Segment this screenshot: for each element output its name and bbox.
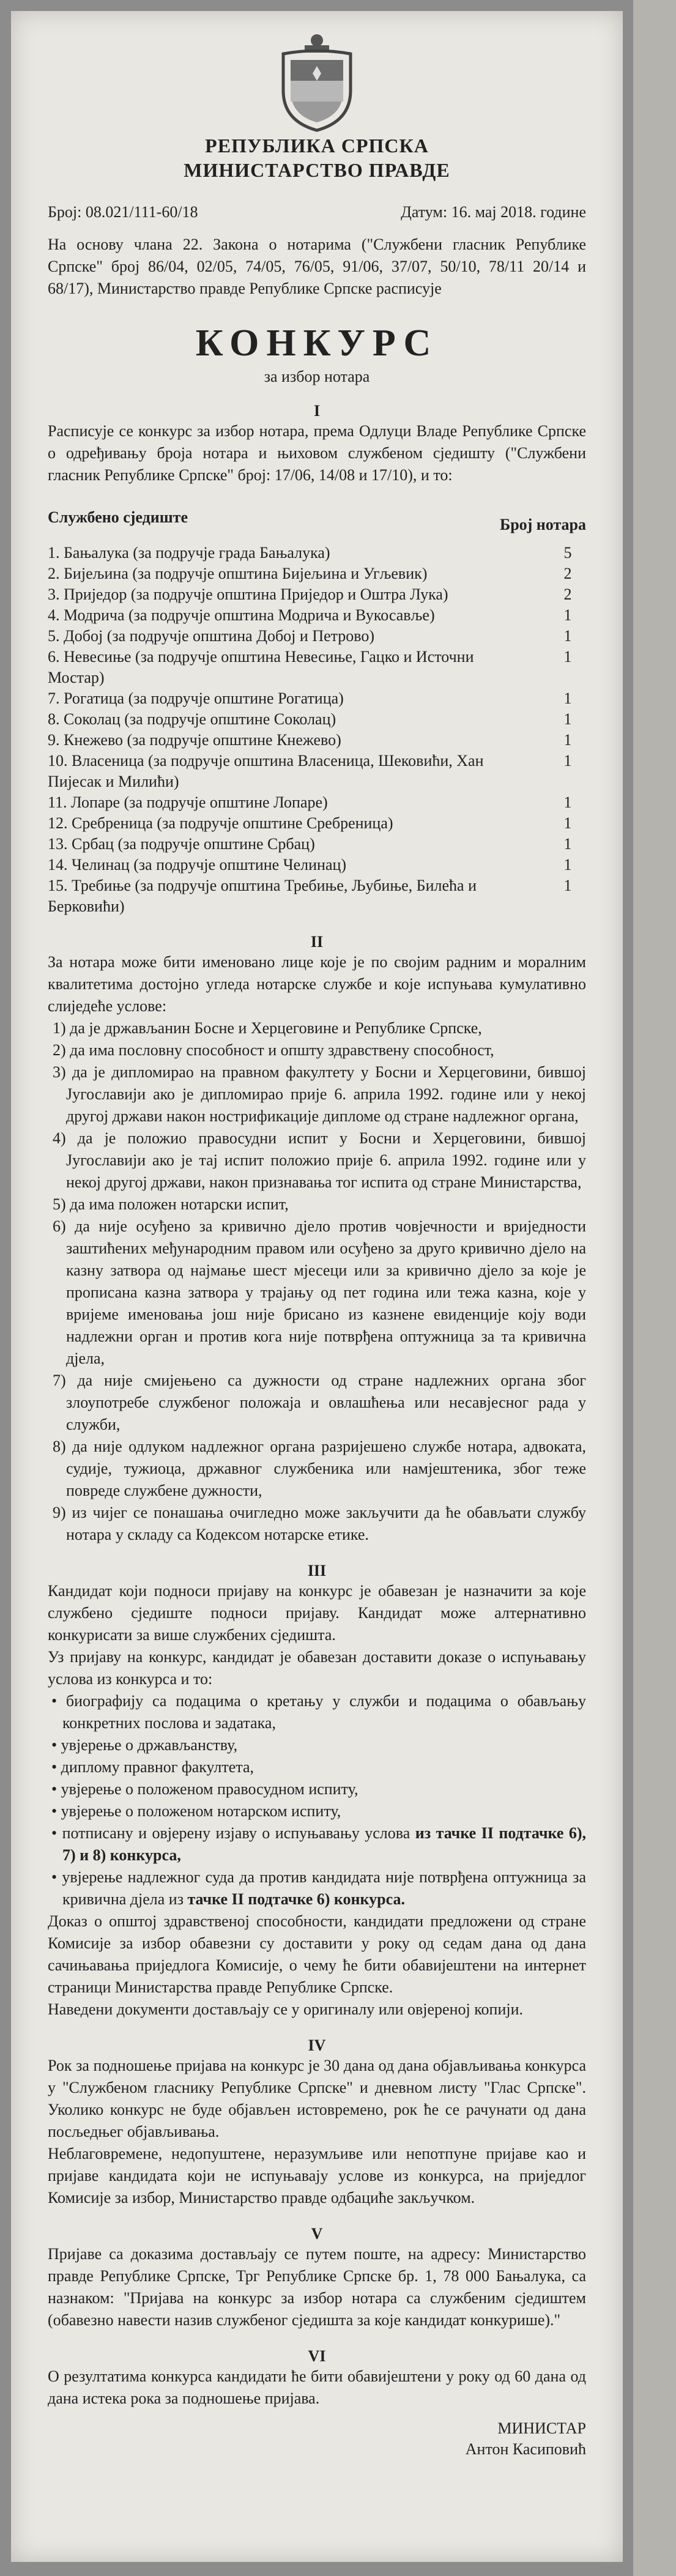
seat-row <box>48 751 586 792</box>
seat-name: 10. Власеница (за подручје општина Власеница, Шековићи, Хан Пијесак и Милићи) <box>48 752 484 790</box>
document-number: Број: 08.021/111-60/18 <box>48 203 198 221</box>
signature-block <box>48 2418 586 2460</box>
section-5-paragraph-1: Пријаве са доказима достављају се путем поште, на адресу: Министарство правде Републике Српске, Трг Републике Српске бр. 1, 78 000 Бањалука, са назнаком: "Пријава на конкурс за избор нотара са службеним сједиштем (обавезно навести назив службеног сједишта за које кандидат конкурише)." <box>48 2245 586 2329</box>
condition-item: 1) да је држављанин Босне и Херцеговине и Републике Српске, <box>53 1019 482 1037</box>
section-3-number: III <box>307 1562 327 1579</box>
section-5-number: V <box>311 2225 323 2243</box>
seat-row <box>48 647 586 688</box>
seat-count: 1 <box>563 710 572 728</box>
republic-name: РЕПУБЛИКА СРПСКА <box>205 135 429 157</box>
seat-name: 6. Невесиње (за подручје општина Невесиње, Гацко и Источни Мостар) <box>48 648 474 686</box>
seat-row <box>48 813 586 834</box>
notice-title: КОНКУРС <box>195 322 439 364</box>
condition-item: 9) из чијег се понашања очигледно може закључити да ће обављати службу нотара у складу са Кодексом нотарске етике. <box>53 1504 586 1543</box>
section-1-number: I <box>313 402 321 420</box>
seat-count: 1 <box>563 877 572 894</box>
seat-row <box>48 730 586 751</box>
seat-row <box>48 626 586 647</box>
seat-list <box>48 543 586 917</box>
seat-count: 2 <box>563 565 572 582</box>
seat-count: 1 <box>563 814 572 832</box>
seat-name: 15. Требиње (за подручје општина Требиње, Љубиње, Билећа и Берковићи) <box>48 877 477 915</box>
seat-row <box>48 875 586 917</box>
seat-name: 4. Модрича (за подручје општина Модрича и Вукосавље) <box>48 606 435 624</box>
document-item-text: • увјерење надлежног суда да против кандидата није потврђена оптужница за кривична дјела из <box>51 1868 586 1908</box>
seat-row <box>48 792 586 813</box>
seat-row <box>48 834 586 855</box>
condition-item: 4) да је положио правосудни испит у Босни и Херцеговини, бившој Југославији ако је тај испит положио прије 6. априла 1992. године или у некој другој држави, након признавања тог испита од стране Министарства, <box>53 1129 586 1191</box>
document-date: Датум: 16. мај 2018. године <box>401 203 586 221</box>
seat-count: 1 <box>563 606 572 624</box>
section-3-paragraph-4: Наведени документи достављају се у оригиналу или овјереној копији. <box>48 2000 523 2018</box>
notice-subtitle: за избор нотара <box>264 368 370 385</box>
notice-page <box>11 11 623 2562</box>
document-item: • биографију са подацима о кретању у служби и подацима о обављању конкретних послова и задатака, <box>51 1692 586 1732</box>
condition-item: 3) да је дипломирао на правном факултету у Босни и Херцеговини, бившој Југославији ако је дипломирао прије 6. априла 1992. године или у некој другој држави након нострификације дипломе од стране надлежног органа, <box>53 1063 586 1125</box>
signatory-role: МИНИСТАР <box>497 2419 586 2437</box>
seat-row <box>48 543 586 563</box>
seat-count: 2 <box>563 585 572 603</box>
condition-item: 2) да има пословну способност и општу здравствену способност, <box>53 1041 494 1059</box>
section-2-text: За нотара може бити именовано лице које је по својим радним и моралним квалитетима достојно угледа нотарске службе и које испуњава кумулативно слиједеће услове: <box>48 953 586 1015</box>
condition-item: 6) да није осуђено за кривично дјело против човјечности и вриједности заштићених међународним правом или осуђено за друго кривично дјело на казну затвора од најмање шест мјесеци или за кривично дјело за које је прописана казна затвора у трајању од пет година или тежа казна, које у вријеме именовања још није брисано из казнене евиденције коју води надлежни орган и против кога није потврђена оптужница за та кривична дјела, <box>53 1217 586 1367</box>
seat-row <box>48 855 586 875</box>
document-item <box>48 1866 586 1910</box>
seat-name: 13. Србац (за подручје општине Србац) <box>48 835 315 853</box>
column-count-header: Број нотара <box>500 516 586 533</box>
column-seat-header: Службено сједиште <box>48 508 188 526</box>
section-2-number: II <box>310 933 324 951</box>
condition-item: 8) да није одлуком надлежног органа разријешено службе нотара, адвоката, судије, тужиоца, државног службеника или намјештеника, због теже повреде службене дужности, <box>53 1438 586 1499</box>
section-1-text: Расписује се конкурс за избор нотара, према Одлуци Владе Републике Српске о одређивању броја нотара и њиховом службеном сједишту ("Службени гласник Републике Српске" број: 17/06, 14/08 и 17/10), и то: <box>48 422 586 484</box>
document-item-emphasis: тачке II подтачке 6) конкурса. <box>187 1890 405 1908</box>
seat-count: 1 <box>563 648 572 666</box>
seat-count: 1 <box>563 856 572 874</box>
condition-item: 5) да има положен нотарски испит, <box>53 1195 289 1213</box>
signatory-name: Антон Касиповић <box>465 2440 586 2458</box>
seat-row <box>48 688 586 709</box>
section-6-number: VI <box>308 2347 326 2365</box>
seat-count: 1 <box>563 627 572 645</box>
seat-name: 14. Челинац (за подручје општине Челинац) <box>48 856 347 874</box>
document-item: • увјерење о положеном нотарском испиту, <box>51 1802 341 1820</box>
documents-list <box>48 1690 586 1910</box>
seat-name: 2. Бијељина (за подручје општина Бијељина и Угљевик) <box>48 565 428 582</box>
condition-item: 7) да није смијењено са дужности од стране надлежних органа због злоупотребе службеног положаја и овлашћења или несавјесног рада у служби, <box>53 1372 586 1433</box>
document-item: • диплому правног факултета, <box>51 1758 254 1776</box>
seat-row <box>48 563 586 584</box>
seat-row <box>48 584 586 605</box>
seat-row <box>48 709 586 730</box>
section-4-paragraph-1: Рок за подношење пријава на конкурс је 30 дана од дана објављивања конкурса у "Службеном гласнику Републике Српске" и дневном листу "Глас Српске". Уколико конкурс не буде објављен истовремено, рок ће се рачунати од дана посљедњег објављивања. <box>48 2057 586 2140</box>
seat-count: 5 <box>563 544 572 562</box>
adjacent-page-edge <box>633 0 676 2576</box>
seat-name: 3. Приједор (за подручје општина Приједор и Оштра Лука) <box>48 585 448 603</box>
seat-count: 1 <box>563 731 572 749</box>
seat-name: 11. Лопаре (за подручје општине Лопаре) <box>48 793 328 811</box>
section-4-paragraph-2: Неблаговремене, недопуштене, неразумљиве или непотпуне пријаве као и пријаве кандидата који не испуњавају услове из конкурса, на приједлог Комисије за избор, Министарство правде одбациће закључком. <box>48 2145 586 2207</box>
seat-name: 9. Кнежево (за подручје општине Кнежево) <box>48 731 341 749</box>
document-item: • увјерење о држављанству, <box>51 1736 238 1754</box>
seat-count: 1 <box>563 752 572 770</box>
section-3-paragraph-2: Уз пријаву на конкурс, кандидат је обавезан доставити доказе о испуњавању услова из конкурса и то: <box>48 1648 586 1688</box>
seat-count: 1 <box>563 689 572 707</box>
intro-paragraph: На основу члана 22. Закона о нотарима ("Службени гласник Републике Српске" број 86/04, 02/05, 74/05, 76/05, 91/06, 37/07, 50/10, 78/11 20/14 и 68/17), Министарство правде Републике Српске расписује <box>48 236 586 297</box>
conditions-list <box>48 1017 586 1546</box>
document-item <box>48 1822 586 1866</box>
coat-of-arms-icon <box>271 29 363 133</box>
ministry-name: МИНИСТАРСТВО ПРАВДЕ <box>184 159 450 181</box>
seat-name: 1. Бањалука (за подручје града Бањалука) <box>48 544 330 562</box>
section-3-paragraph-1: Кандидат који подноси пријаву на конкурс је обавезан је назначити за које службено сједиште подноси пријаву. Кандидат може алтернативно конкурисати за више службених сједишта. <box>48 1582 586 1644</box>
seat-name: 5. Добој (за подручје општина Добој и Петрово) <box>48 627 375 645</box>
seat-count: 1 <box>563 835 572 853</box>
seat-row <box>48 605 586 626</box>
section-6-paragraph-1: О резултатима конкурса кандидати ће бити обавијештени у року од 60 дана од дана истека рока за подношење пријава. <box>48 2367 586 2407</box>
seat-name: 12. Сребреница (за подручје општине Сребреница) <box>48 814 393 832</box>
seat-name: 7. Рогатица (за подручје општине Рогатица) <box>48 689 344 707</box>
section-3-paragraph-3: Доказ о општој здравственој способности, кандидати предложени од стране Комисије за избор обавезни су доставити у року од седам дана од дана сачињавања приједлога Комисије, о чему ће бити обавијештени на интернет страници Министарства правде Републике Српске. <box>48 1912 586 1996</box>
section-4-number: IV <box>308 2036 326 2054</box>
seat-count: 1 <box>563 793 572 811</box>
document-item: • увјерење о положеном правосудном испиту, <box>51 1780 358 1798</box>
document-item-text: • потписану и овјерену изјаву о испуњавању услова <box>51 1824 415 1842</box>
seat-name: 8. Соколац (за подручје општине Соколац) <box>48 710 336 728</box>
document-item-emphasis: из тачке II подтачке 6), 7) и 8) конкурса, <box>62 1824 586 1864</box>
